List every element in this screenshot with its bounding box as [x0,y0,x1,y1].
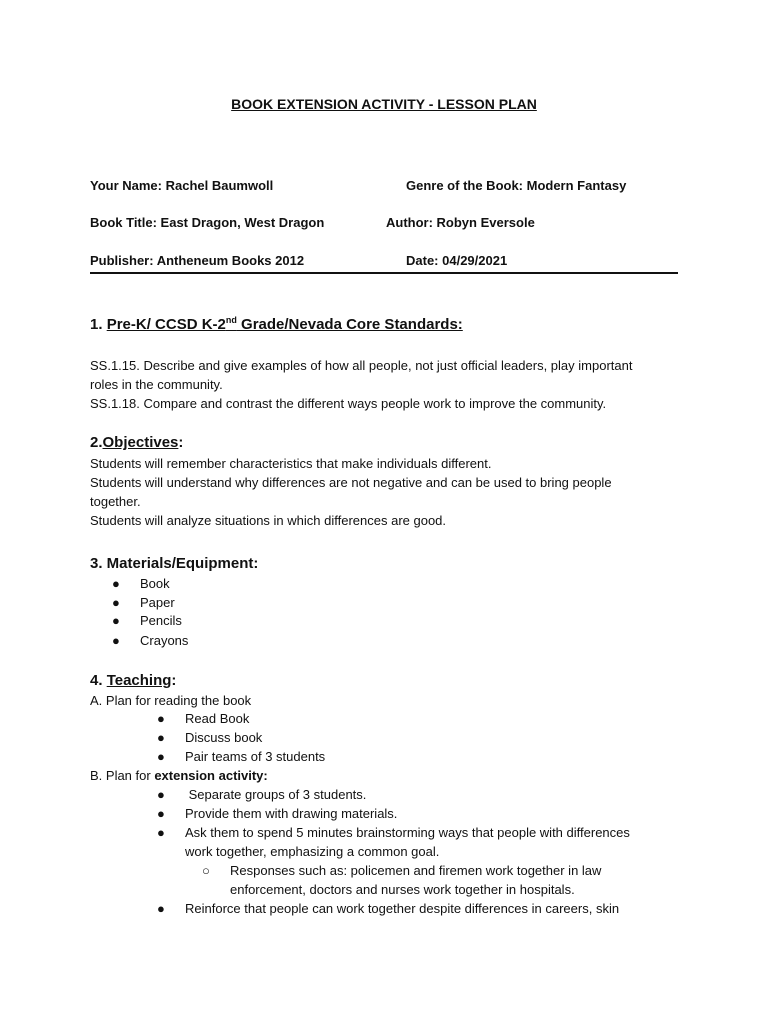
section-2-number: 2. [90,434,103,451]
section-4-heading [90,672,176,689]
plan-a-item-label: Read Book [185,711,250,726]
plan-b-item [157,825,630,840]
bullet-icon: ● [157,711,165,726]
section-1-heading-post: Grade/Nevada Core Standards: [236,316,463,333]
plan-b-item [157,806,397,821]
plan-b-label-pre: B. Plan for [90,768,155,783]
plan-b-item-continuation: work together, emphasizing a common goal. [185,844,440,859]
plan-b-item-label: Provide them with drawing materials. [185,806,398,821]
material-item [112,595,175,610]
material-item [112,576,170,591]
plan-b-label [90,768,268,783]
plan-b-item [157,901,619,916]
plan-a-item [157,730,262,745]
section-3-heading: 3. Materials/Equipment: [90,555,259,572]
section-2-colon: : [178,434,184,451]
objective-line-1: Students will remember characteristics that make individuals different. [90,456,492,471]
plan-b-label-bold: extension activity: [154,768,268,783]
plan-a-item [157,711,249,726]
header-divider [90,272,678,274]
publisher-field: Publisher: Antheneum Books 2012 [90,253,305,268]
author-field: Author: Robyn Eversole [386,215,535,230]
bullet-icon: ● [157,787,165,802]
section-1-heading-sup: nd [225,315,237,325]
plan-a-item [157,749,325,764]
bullet-icon: ● [112,595,120,610]
bullet-icon: ● [112,633,120,648]
section-4-number: 4. [90,672,103,689]
bullet-icon: ● [112,613,120,628]
plan-a-item-label: Discuss book [185,730,263,745]
sub-item [202,863,601,878]
plan-b-item-label: Reinforce that people can work together despite differences in careers, skin [185,901,620,916]
genre-field: Genre of the Book: Modern Fantasy [406,178,627,193]
plan-a-item-label: Pair teams of 3 students [185,749,326,764]
material-label: Book [140,576,170,591]
section-1-heading-pre: Pre-K/ CCSD K-2 [106,316,226,333]
page-title: BOOK EXTENSION ACTIVITY - LESSON PLAN [231,96,537,112]
plan-a-label: A. Plan for reading the book [90,693,252,708]
section-4-colon: : [171,672,177,689]
material-label: Paper [140,595,175,610]
bullet-icon: ● [157,825,165,840]
section-1-heading [90,315,463,333]
standard-line-2: roles in the community. [90,377,223,392]
section-1-number: 1. [90,316,103,333]
sub-item-continuation: enforcement, doctors and nurses work together in hospitals. [230,882,575,897]
bullet-icon: ● [112,576,120,591]
material-label: Pencils [140,613,182,628]
standard-line-3: SS.1.18. Compare and contrast the different ways people work to improve the community. [90,396,607,411]
material-item [112,633,188,648]
section-2-heading-text: Objectives [102,434,179,451]
section-1-heading-text [107,316,463,333]
plan-b-item-label: Ask them to spend 5 minutes brainstorming ways that people with differences [185,825,630,840]
material-label: Crayons [140,633,189,648]
bullet-icon: ● [157,749,165,764]
material-item [112,613,182,628]
sub-item-label: Responses such as: policemen and firemen work together in law [230,863,602,878]
bullet-icon: ● [157,901,165,916]
date-field: Date: 04/29/2021 [406,253,508,268]
objective-line-4: Students will analyze situations in which differences are good. [90,513,447,528]
section-4-heading-text: Teaching [106,672,172,689]
standard-line-1: SS.1.15. Describe and give examples of how all people, not just official leaders, play important [90,358,633,373]
plan-b-item [157,787,366,802]
section-2-heading [90,434,183,451]
objective-line-3: together. [90,494,141,509]
bullet-icon: ● [157,806,165,821]
book-title-field: Book Title: East Dragon, West Dragon [90,215,325,230]
objective-line-2: Students will understand why differences are not negative and can be used to bring people [90,475,612,490]
bullet-icon: ● [157,730,165,745]
hollow-bullet-icon: ○ [202,863,210,878]
name-field: Your Name: Rachel Baumwoll [90,178,274,193]
plan-b-item-label: Separate groups of 3 students. [185,787,367,802]
